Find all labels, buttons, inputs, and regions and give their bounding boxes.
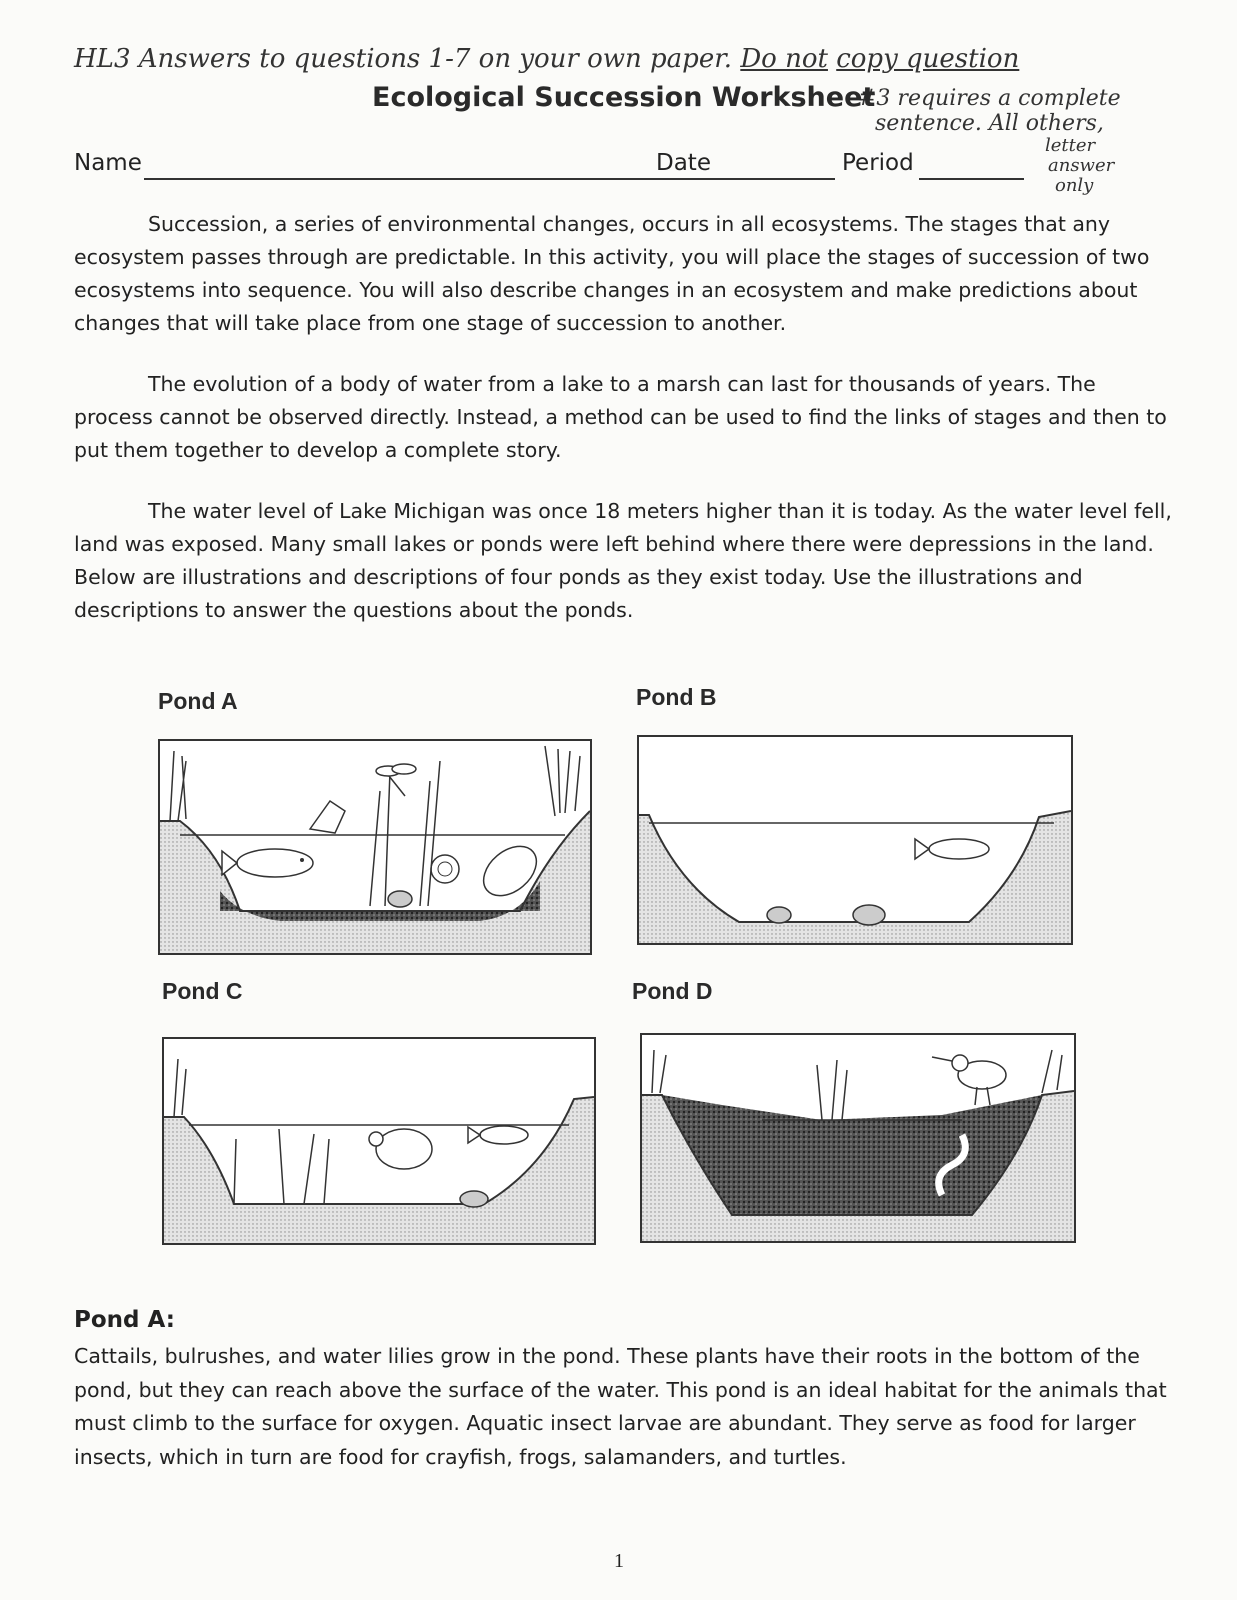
pond-d-drawing: [642, 1035, 1074, 1241]
pond-b-label: Pond B: [636, 684, 717, 710]
pond-c-rocks: [460, 1191, 488, 1207]
pond-c-label: Pond C: [162, 978, 243, 1004]
intro-paragraph-1: Succession, a series of environmental changes, occurs in all ecosystems. The stages that any ecosystem passes through are predictable. In this activity, you will place the stages of succession of two ecosystems into sequence. You will also describe changes in an ecosystem and make predictions about changes that will take place from one stage of succession to another.: [74, 212, 1150, 335]
name-field[interactable]: [144, 178, 722, 180]
pond-b-fish: [915, 839, 989, 859]
pond-c-turtle: [369, 1129, 432, 1169]
pond-c-illustration: [162, 1037, 596, 1245]
handwritten-note-line1: #3 requires a complete: [858, 86, 1121, 111]
pond-a-label: Pond A: [158, 688, 238, 714]
pond-a-description-text: Cattails, bulrushes, and water lilies grow in the pond. These plants have their roots in the bottom of the pond, but they can reach above the surface of the water. This pond is an ideal habitat for the animals that must climb to the surface for oxygen. Aquatic insect larvae are abundant. They serve as food for larger insects, which in turn are food for crayfish, frogs, salamanders, and turtles.: [74, 1344, 1167, 1469]
period-field[interactable]: [919, 178, 1024, 180]
worksheet-title: Ecological Succession Worksheet: [372, 82, 876, 113]
pond-c-drawing: [164, 1039, 594, 1243]
pond-a-rocks: [388, 891, 412, 907]
pond-a-fish: [222, 849, 313, 877]
handwritten-instruction: [74, 44, 1019, 74]
pond-a-log: [310, 801, 345, 833]
period-label: Period: [842, 150, 914, 176]
handwritten-do-not: Do not: [740, 44, 828, 74]
handwritten-note-line3: letter: [1045, 135, 1096, 156]
pond-a-drawing: [160, 741, 590, 953]
pond-d-illustration: [640, 1033, 1076, 1243]
pond-a-dragonfly: [376, 764, 416, 796]
pond-b-drawing: [639, 737, 1071, 943]
handwritten-instruction-part1: HL3 Answers to questions 1-7 on your own paper.: [74, 44, 733, 74]
pond-d-bird: [932, 1055, 1006, 1105]
name-label: Name: [74, 150, 142, 176]
handwritten-note-line5: only: [1055, 175, 1094, 196]
intro-paragraph-2: The evolution of a body of water from a lake to a marsh can last for thousands of years. The process cannot be observed directly. Instead, a method can be used to find the links of stages and then to put them together to develop a complete story.: [74, 372, 1167, 462]
pond-a-description-heading: Pond A:: [74, 1307, 175, 1333]
pond-d-label: Pond D: [632, 978, 713, 1004]
page-number: 1: [614, 1550, 624, 1572]
handwritten-note-line4: answer: [1048, 155, 1115, 176]
date-label: Date: [656, 150, 711, 176]
pond-b-illustration: [637, 735, 1073, 945]
pond-c-fish: [468, 1126, 528, 1144]
pond-a-snail: [431, 855, 459, 883]
intro-paragraph-3: The water level of Lake Michigan was once 18 meters higher than it is today. As the water level fell, land was exposed. Many small lakes or ponds were left behind where there were depressions in the land. Below are illustrations and descriptions of four ponds as they exist today. Use the illustrations and descriptions to answer the questions about the ponds.: [74, 499, 1172, 622]
pond-a-illustration: [158, 739, 592, 955]
date-field[interactable]: [717, 178, 835, 180]
handwritten-copy-question: copy question: [836, 44, 1020, 74]
handwritten-note-line2: sentence. All others,: [875, 111, 1104, 136]
